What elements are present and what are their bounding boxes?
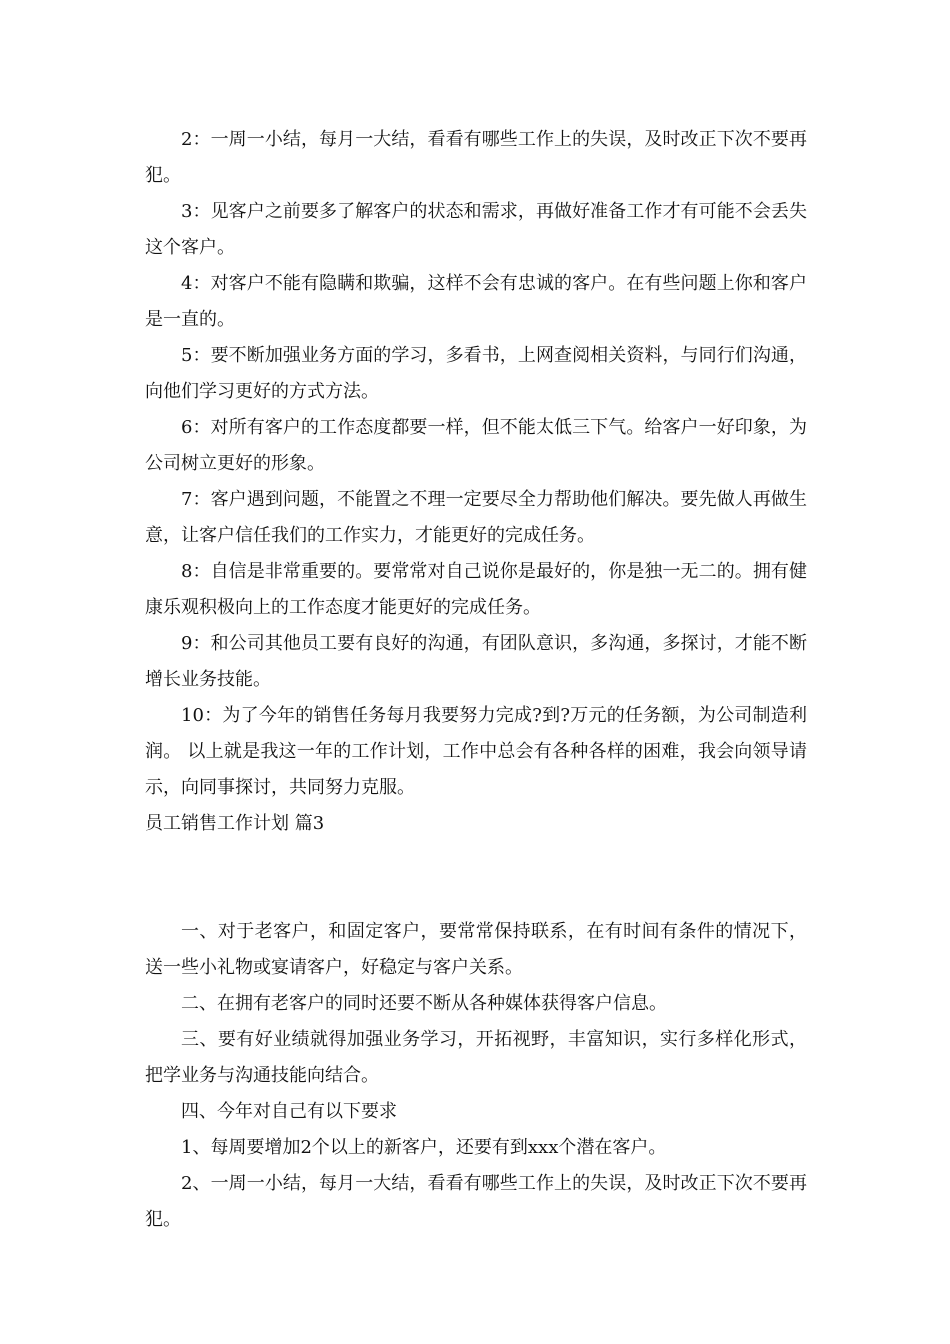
- paragraph-section-3: 三、要有好业绩就得加强业务学习，开拓视野，丰富知识，实行多样化形式，把学业务与沟通技能向结合。: [145, 1029, 807, 1086]
- paragraph-item-9: 9：和公司其他员工要有良好的沟通，有团队意识，多沟通，多探讨，才能不断增长业务技能。: [145, 633, 807, 690]
- paragraph-item-4: 4：对客户不能有隐瞒和欺骗，这样不会有忠诚的客户。在有些问题上你和客户是一直的。: [145, 273, 807, 330]
- document-body: [145, 122, 807, 1238]
- paragraph-section-4: 四、今年对自己有以下要求: [181, 1101, 397, 1122]
- paragraph-item-2: 2：一周一小结，每月一大结，看看有哪些工作上的失误，及时改正下次不要再犯。: [145, 129, 807, 186]
- paragraph-requirement-1: 1、每周要增加2个以上的新客户，还要有到xxx个潜在客户。: [181, 1137, 667, 1158]
- paragraph-item-5: 5：要不断加强业务方面的学习，多看书，上网查阅相关资料，与同行们沟通，向他们学习更好的方式方法。: [145, 345, 807, 402]
- paragraph-item-3: 3：见客户之前要多了解客户的状态和需求，再做好准备工作才有可能不会丢失这个客户。: [145, 201, 807, 258]
- paragraph-item-6: 6：对所有客户的工作态度都要一样，但不能太低三下气。给客户一好印象，为公司树立更好的形象。: [145, 417, 807, 474]
- paragraph-item-8: 8：自信是非常重要的。要常常对自己说你是最好的，你是独一无二的。拥有健康乐观积极向上的工作态度才能更好的完成任务。: [145, 561, 807, 618]
- section-heading: 员工销售工作计划 篇3: [145, 813, 325, 834]
- paragraph-section-1: 一、对于老客户，和固定客户，要常常保持联系，在有时间有条件的情况下，送一些小礼物或宴请客户，好稳定与客户关系。: [145, 921, 807, 978]
- paragraph-requirement-2: 2、一周一小结，每月一大结，看看有哪些工作上的失误，及时改正下次不要再犯。: [145, 1173, 807, 1230]
- paragraph-section-2: 二、在拥有老客户的同时还要不断从各种媒体获得客户信息。: [181, 993, 667, 1014]
- paragraph-item-7: 7：客户遇到问题，不能置之不理一定要尽全力帮助他们解决。要先做人再做生意，让客户信任我们的工作实力，才能更好的完成任务。: [145, 489, 807, 546]
- section-spacer: [145, 842, 807, 914]
- paragraph-item-10: 10：为了今年的销售任务每月我要努力完成?到?万元的任务额，为公司制造利润。 以上就是我这一年的工作计划，工作中总会有各种各样的困难，我会向领导请示，向同事探讨，共同努力克服。: [145, 705, 807, 798]
